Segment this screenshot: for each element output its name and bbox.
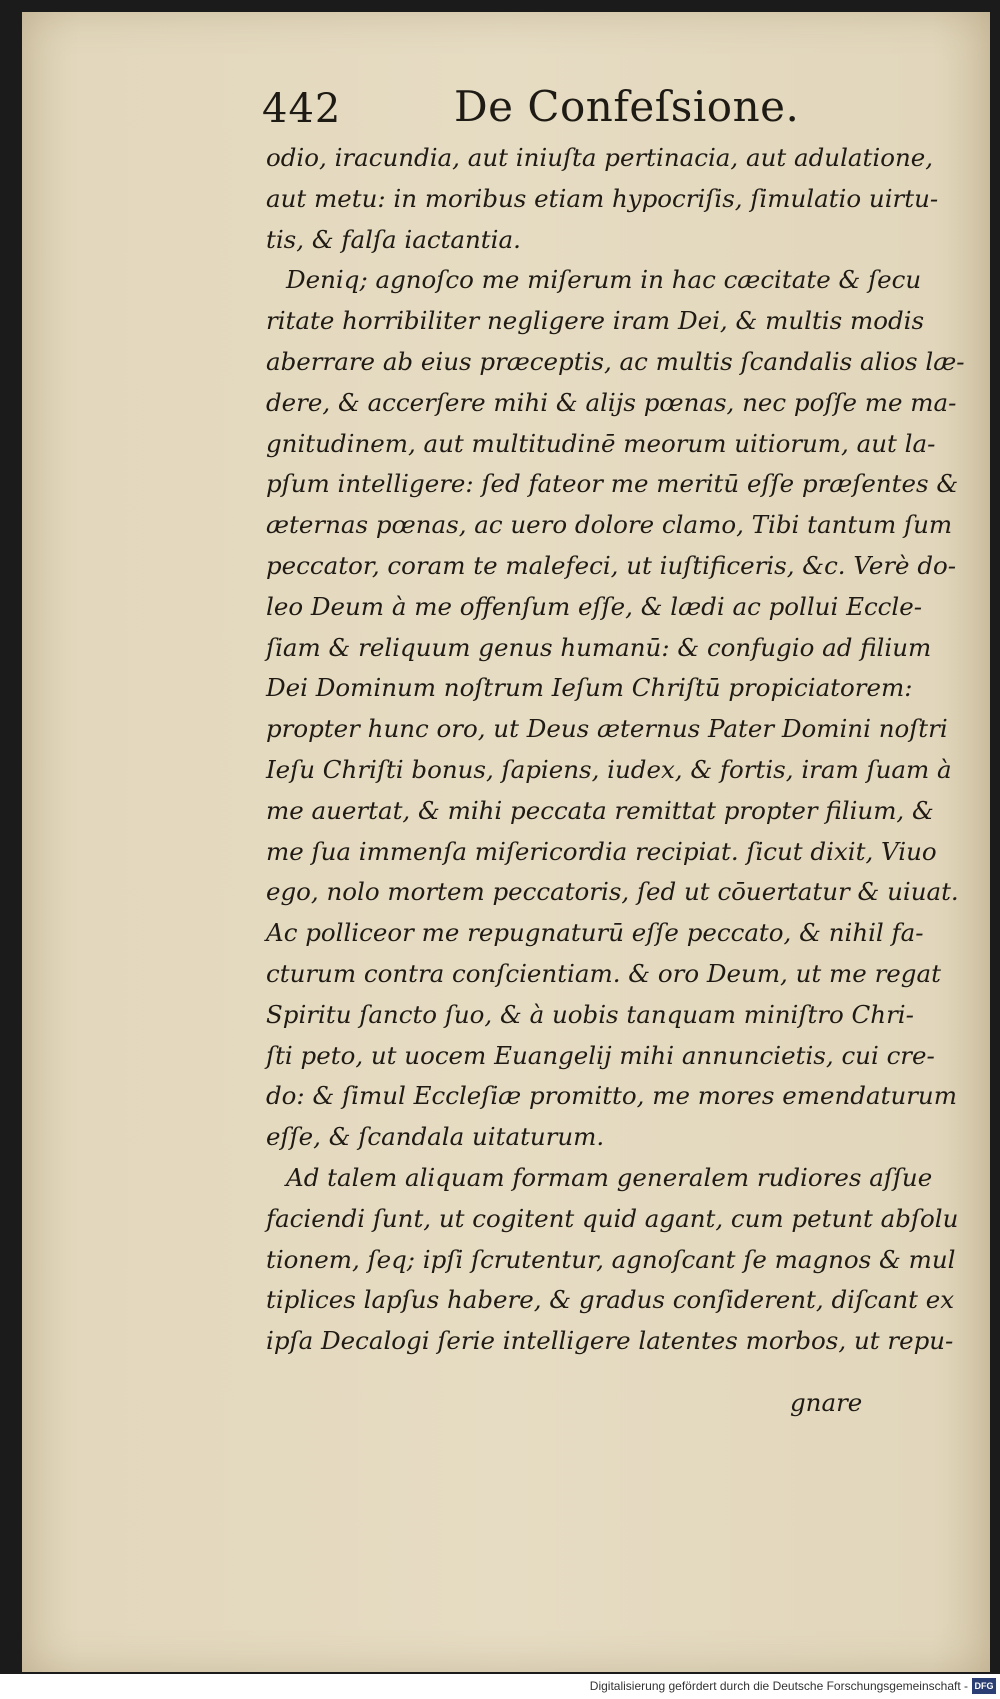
footer-bar bbox=[0, 1674, 1000, 1699]
text-line: Ad talem aliquam formam generalem rudiores aſſue bbox=[286, 1162, 933, 1192]
text-line: tiplices lapſus habere, & gradus conſiderent, diſcant ex bbox=[266, 1285, 955, 1315]
text-line: ſiam & reliquum genus humanū: & confugio ad filium bbox=[266, 632, 932, 662]
text-line: propter hunc oro, ut Deus æternus Pater Domini noſtri bbox=[266, 714, 948, 744]
text-line: Spiritu ſancto ſuo, & à uobis tanquam miniſtro Chri- bbox=[266, 999, 914, 1029]
text-line: me ſua immenſa miſericordia recipiat. ſicut dixit, Viuo bbox=[266, 836, 937, 866]
text-line: Ac polliceor me repugnaturū eſſe peccato, & nihil fa- bbox=[266, 918, 924, 948]
page-number: 442 bbox=[262, 86, 342, 132]
text-line: dere, & accerſere mihi & alijs pœnas, nec poſſe me ma- bbox=[266, 387, 957, 417]
text-line: me auertat, & mihi peccata remittat propter filium, & bbox=[266, 795, 934, 825]
text-line: tis, & falſa iactantia. bbox=[266, 224, 521, 254]
text-line: æternas pœnas, ac uero dolore clamo, Tibi tantum ſum bbox=[266, 510, 953, 540]
text-line: aut metu: in moribus etiam hypocriſis, ſimulatio uirtu- bbox=[266, 183, 939, 213]
text-line: gnitudinem, aut multitudinē meorum uitiorum, aut la- bbox=[266, 428, 936, 458]
text-line: Ieſu Chriſti bonus, ſapiens, iudex, & fortis, iram ſuam à bbox=[266, 754, 952, 784]
catchword: gnare bbox=[790, 1388, 863, 1417]
text-line: tionem, ſeq; ipſi ſcrutentur, agnoſcant ſe magnos & mul bbox=[266, 1244, 956, 1274]
text-line: odio, iracundia, aut iniuſta pertinacia, aut adulatione, bbox=[266, 143, 934, 172]
text-line: Dei Dominum noſtrum Ieſum Chriſtū propiciatorem: bbox=[266, 673, 913, 703]
dfg-logo-icon: DFG bbox=[972, 1678, 996, 1694]
running-head: De Confeſsione. bbox=[454, 82, 800, 131]
text-line: do: & ſimul Eccleſiæ promitto, me mores emendaturum bbox=[266, 1081, 957, 1111]
page-header bbox=[262, 82, 822, 142]
text-line: ipſa Decalogi ſerie intelligere latentes morbos, ut repu- bbox=[266, 1326, 954, 1356]
text-line: leo Deum à me offenſum eſſe, & lædi ac pollui Eccle- bbox=[266, 591, 923, 621]
text-line: Deniq; agnoſco me miſerum in hac cæcitate & ſecu bbox=[286, 265, 922, 295]
text-line: faciendi ſunt, ut cogitent quid agant, cum petunt abſolu bbox=[266, 1203, 959, 1233]
text-line: aberrare ab eius præceptis, ac multis ſcandalis alios læ- bbox=[266, 346, 965, 376]
text-line: ego, nolo mortem peccatoris, ſed ut cōuertatur & uiuat. bbox=[266, 877, 959, 907]
text-line: pſum intelligere: ſed fateor me meritū eſſe præſentes & bbox=[266, 469, 959, 499]
text-line: ritate horribiliter negligere iram Dei, & multis modis bbox=[266, 306, 925, 336]
text-line: cturum contra conſcientiam. & oro Deum, ut me regat bbox=[266, 958, 941, 988]
text-line: ſti peto, ut uocem Euangelij mihi annuncietis, cui cre- bbox=[266, 1040, 935, 1070]
text-line: eſſe, & ſcandala uitaturum. bbox=[266, 1122, 605, 1152]
funding-credit: Digitalisierung gefördert durch die Deutsche Forschungsgemeinschaft - bbox=[589, 1679, 968, 1693]
text-line: peccator, coram te malefeci, ut iuſtificeris, &c. Verè do- bbox=[266, 550, 957, 580]
body-text bbox=[266, 138, 965, 1362]
